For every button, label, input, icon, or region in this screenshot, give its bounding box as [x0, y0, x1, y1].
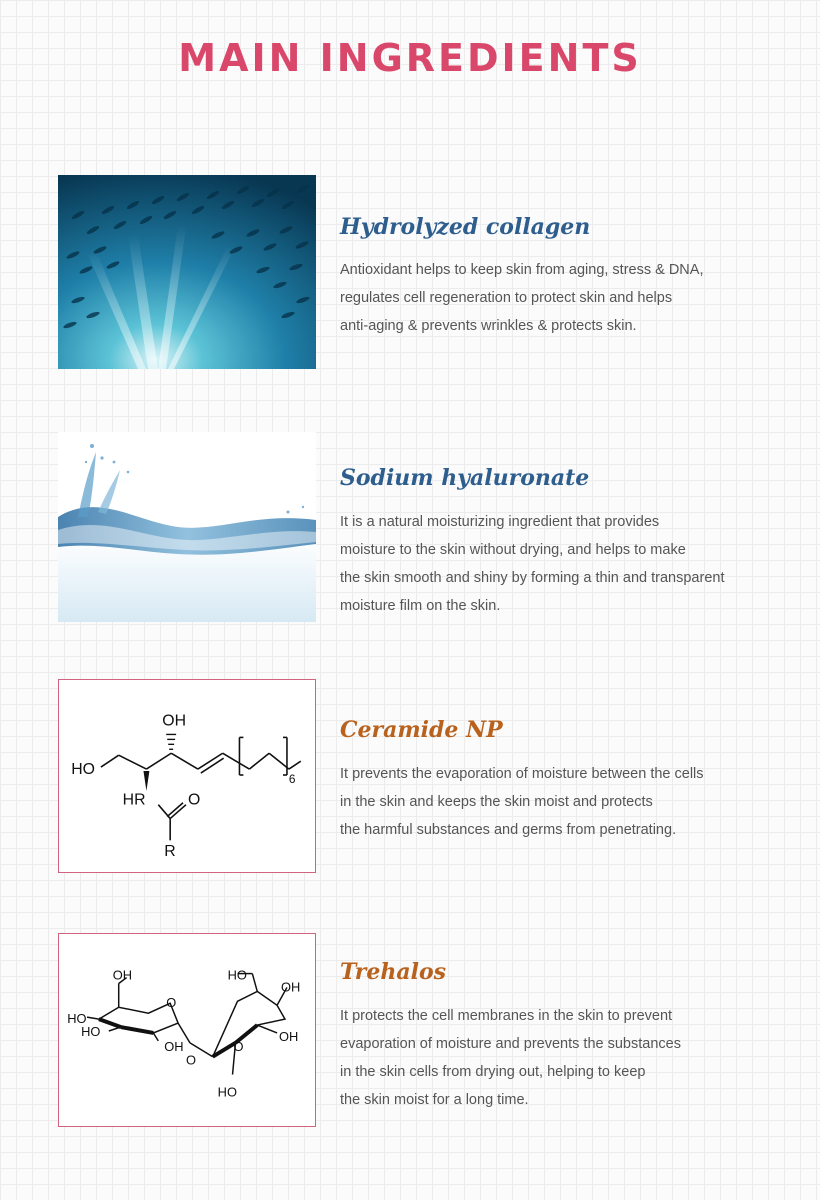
description-line: It protects the cell membranes in the skin to prevent: [340, 1008, 673, 1024]
hydroxyl-label: HO: [227, 967, 247, 983]
ingredient-description-ceramide: [340, 760, 790, 844]
trehalose-structure-image: [58, 933, 316, 1127]
description-line: Antioxidant helps to keep skin from aging, stress & DNA,: [340, 262, 704, 278]
hydroxyl-label: OH: [281, 979, 301, 995]
hydroxyl-label: OH: [162, 712, 187, 730]
ingredient-title-hyaluronate: Sodium hyaluronate: [340, 465, 590, 491]
description-line: the skin smooth and shiny by forming a thin and transparent: [340, 570, 725, 586]
ingredient-description-trehalos: [340, 1002, 790, 1114]
description-line: in the skin and keeps the skin moist and protects: [340, 794, 653, 810]
ring-oxygen-label: O: [166, 995, 177, 1011]
description-line: It is a natural moisturizing ingredient that provides: [340, 514, 660, 530]
oxygen-label: O: [187, 791, 201, 809]
ring-oxygen-label: O: [233, 1038, 244, 1054]
description-line: the skin moist for a long time.: [340, 1092, 529, 1108]
hydroxyl-label: HO: [67, 1011, 87, 1027]
hydroxyl-label: HO: [217, 1084, 237, 1100]
hydroxyl-label: HO: [71, 761, 95, 779]
description-line: moisture film on the skin.: [340, 598, 501, 614]
description-line: in the skin cells from drying out, helping to keep: [340, 1064, 646, 1080]
ingredient-description-collagen: [340, 256, 790, 340]
description-line: moisture to the skin without drying, and helps to make: [340, 542, 686, 558]
ingredient-description-hyaluronate: [340, 508, 790, 620]
description-line: anti-aging & prevents wrinkles & protects skin.: [340, 318, 637, 334]
ingredient-title-collagen: Hydrolyzed collagen: [340, 214, 591, 240]
description-line: the harmful substances and germs from penetrating.: [340, 822, 677, 838]
water-splash-image: [58, 432, 316, 622]
description-line: It prevents the evaporation of moisture between the cells: [340, 766, 704, 782]
hydroxyl-label: OH: [279, 1028, 299, 1044]
amide-label: HR: [122, 791, 146, 809]
page-title: MAIN INGREDIENTS: [178, 36, 642, 80]
glycosidic-oxygen-label: O: [186, 1052, 197, 1068]
ingredient-title-ceramide: Ceramide NP: [340, 717, 503, 743]
ingredient-title-trehalos: Trehalos: [340, 959, 447, 985]
r-group-label: R: [164, 843, 176, 861]
repeat-count-label: 6: [288, 771, 296, 786]
hydroxyl-label: OH: [112, 967, 133, 983]
school-of-fish-image: [58, 175, 316, 369]
ceramide-structure-image: [58, 679, 316, 873]
description-line: evaporation of moisture and prevents the substances: [340, 1036, 681, 1052]
hydroxyl-label: HO: [81, 1023, 101, 1039]
description-line: regulates cell regeneration to protect skin and helps: [340, 290, 673, 306]
hydroxyl-label: OH: [164, 1038, 184, 1054]
